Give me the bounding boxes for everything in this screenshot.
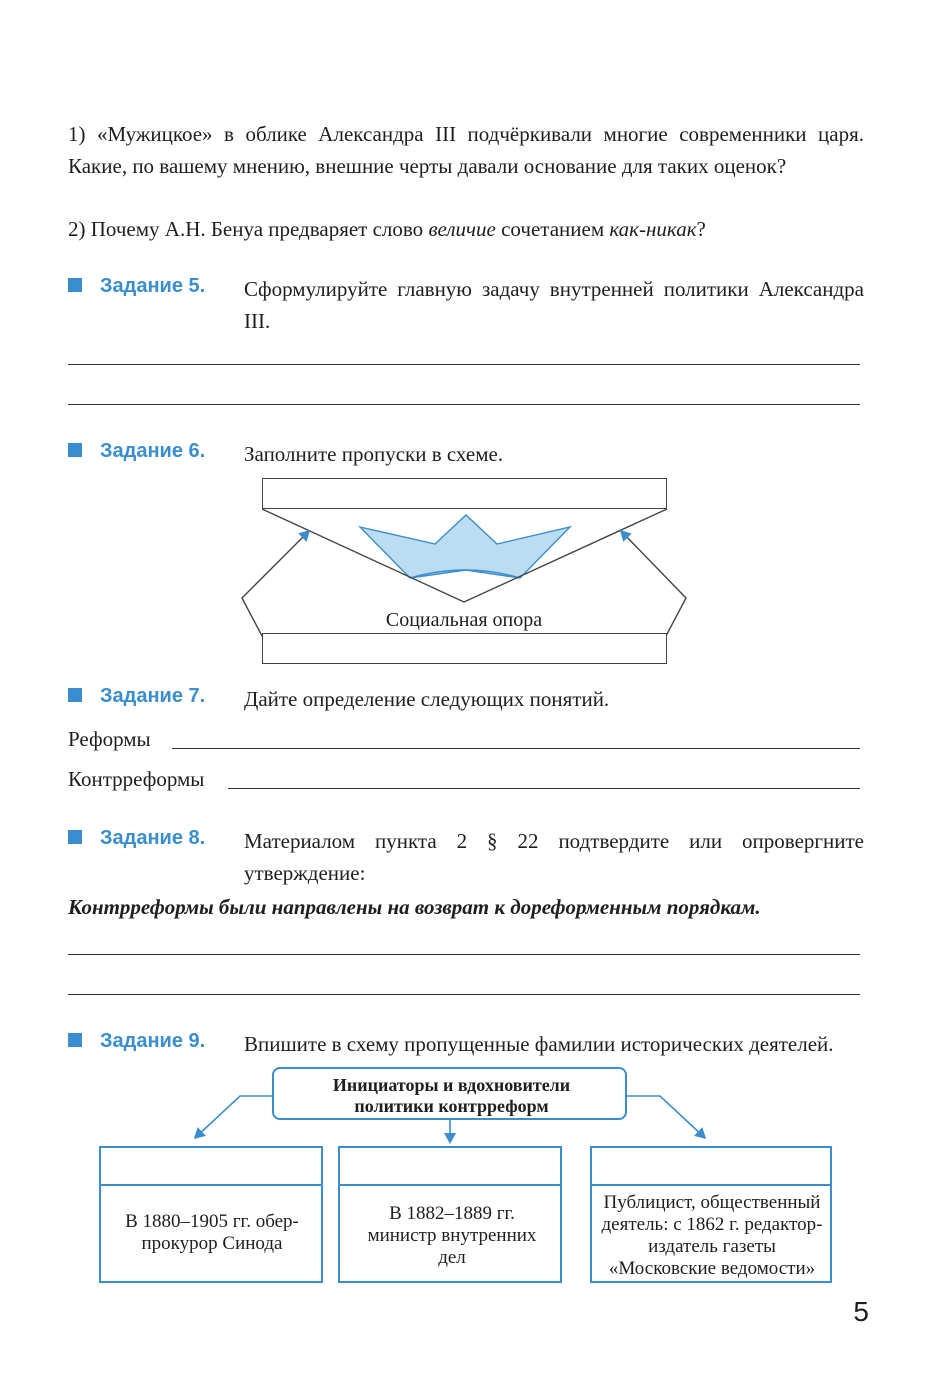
question-2-word2: как-никак — [609, 217, 697, 241]
task9-head-label: Задание 9. — [100, 1030, 206, 1052]
task8-text: Материалом пункта 2 § 22 подтвердите или опровергните утверждение: — [244, 829, 864, 885]
surname-box-3[interactable] — [590, 1146, 832, 1186]
description-box-2 — [338, 1184, 562, 1283]
task8-bullet-icon — [68, 830, 82, 844]
task6-head-label: Задание 6. — [100, 440, 206, 462]
task7-heading — [68, 685, 205, 708]
question-2-mid: сочетанием — [495, 217, 610, 241]
reforms-answer-line[interactable] — [172, 748, 860, 749]
surname-box-2[interactable] — [338, 1146, 562, 1186]
description-box-3 — [590, 1184, 832, 1283]
term-reforms: Реформы — [68, 727, 151, 751]
page-number: 5 — [853, 1296, 869, 1327]
description-box-1 — [99, 1184, 323, 1283]
question-1: 1) «Мужицкое» в облике Александра III подчёркивали многие современники царя. Какие, по вашему мнению, внешние черты давали основание для таких оценок? — [68, 122, 864, 178]
task8-answer-line-1[interactable] — [68, 954, 860, 955]
description-2: В 1882–1889 гг. министр внутренних дел — [367, 1203, 537, 1268]
task5-text: Сформулируйте главную задачу внутренней политики Александра III. — [244, 277, 864, 333]
description-3: Публицист, общественный деятель: с 1862 г. редактор-издатель газеты «Московские ведомости» — [601, 1192, 823, 1279]
task7-head-label: Задание 7. — [100, 685, 206, 707]
description-1: В 1880–1905 гг. обер-прокурор Синода — [125, 1211, 299, 1254]
task8-statement: Контрреформы были направлены на возврат к дореформенным порядкам. — [68, 895, 761, 919]
diagram-top-box[interactable] — [262, 478, 667, 509]
task9-heading — [68, 1030, 205, 1053]
term-counterreforms: Контрреформы — [68, 767, 205, 791]
task7-text: Дайте определение следующих понятий. — [244, 687, 610, 711]
branch-arrow-left — [196, 1096, 272, 1137]
task7-bullet-icon — [68, 688, 82, 702]
task8-head-label: Задание 8. — [100, 827, 206, 849]
social-support-label: Социальная опора — [385, 609, 543, 631]
task9-text: Впишите в схему пропущенные фамилии исторических деятелей. — [244, 1032, 834, 1056]
task5-head-label: Задание 5. — [100, 275, 206, 297]
diagram-bottom-box[interactable] — [262, 633, 667, 664]
task8-answer-line-2[interactable] — [68, 994, 860, 995]
surname-box-1[interactable] — [99, 1146, 323, 1186]
task6-text: Заполните пропуски в схеме. — [244, 442, 504, 466]
question-2-suffix: ? — [696, 217, 706, 241]
task9-bullet-icon — [68, 1033, 82, 1047]
branch-arrow-right — [627, 1096, 704, 1137]
task8-heading — [68, 827, 205, 850]
question-2-prefix: 2) Почему А.Н. Бенуа предваряет слово — [68, 217, 429, 241]
scheme-title-box — [272, 1067, 627, 1120]
scheme-title: Инициаторы и вдохновители политики контрреформ — [332, 1075, 571, 1116]
counterreforms-answer-line[interactable] — [228, 788, 860, 789]
question-2-word1: величие — [428, 217, 496, 241]
